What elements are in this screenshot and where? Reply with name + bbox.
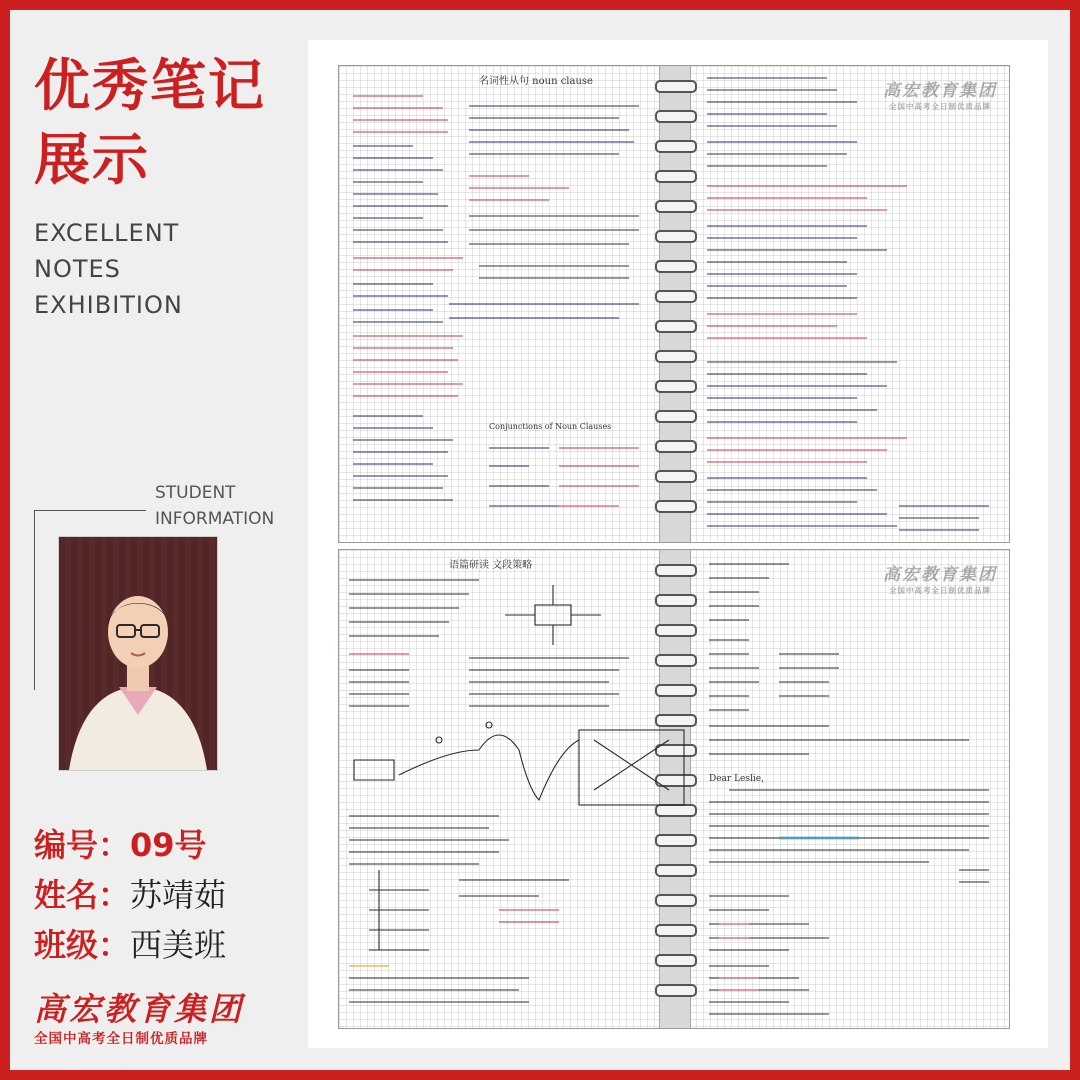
- handwriting-strokes: [339, 66, 1009, 542]
- subtitle-line-2: NOTES: [34, 255, 121, 283]
- student-portrait-image: [59, 537, 217, 770]
- notebook-spread-grammar: [338, 65, 1010, 543]
- student-photo: [58, 536, 218, 771]
- left-panel: [10, 10, 310, 1070]
- student-info-label: [155, 480, 274, 532]
- student-number-value: 09号: [130, 826, 207, 864]
- notes-subheading: Conjunctions of Noun Clauses: [489, 422, 612, 431]
- notes-heading: 语篇研读 文段策略: [449, 560, 533, 571]
- student-class-row: [34, 920, 226, 970]
- notebook-spread-reading: [338, 549, 1010, 1029]
- handwriting-strokes: [339, 550, 1009, 1028]
- bracket-horizontal-line: [34, 510, 146, 511]
- title-line-1: 优秀笔记: [34, 54, 266, 119]
- watermark-slogan: 全国中高考全日制优质品牌: [889, 586, 991, 595]
- brand-name: 高宏教育集团: [34, 990, 245, 1028]
- page-title: [34, 50, 266, 198]
- student-label-line-2: INFORMATION: [155, 509, 275, 529]
- student-class-value: 西美班: [130, 926, 227, 964]
- watermark-name: 高宏教育集团: [883, 565, 997, 585]
- notes-photo-panel: [308, 40, 1048, 1048]
- student-name-label: 姓名：: [34, 876, 131, 914]
- student-class-label: 班级：: [34, 926, 131, 964]
- student-name-value: 苏靖茹: [130, 876, 227, 914]
- brand-slogan: 全国中高考全日制优质品牌: [34, 1031, 208, 1047]
- student-info: [34, 820, 226, 970]
- student-label-line-1: STUDENT: [155, 483, 236, 503]
- letter-greeting: Dear Leslie,: [709, 774, 764, 784]
- poster: [10, 10, 1070, 1070]
- student-number-label: 编号：: [34, 826, 131, 864]
- student-number-row: [34, 820, 226, 870]
- watermark-slogan: 全国中高考全日制优质品牌: [889, 102, 991, 111]
- student-name-row: [34, 870, 226, 920]
- bracket-vertical-line: [34, 510, 35, 690]
- subtitle-line-1: EXCELLENT: [34, 219, 180, 247]
- brand-logo: [34, 990, 244, 1050]
- title-line-2: 展示: [34, 128, 150, 193]
- notes-heading: 名词性从句 noun clause: [479, 76, 593, 87]
- subtitle-line-3: EXHIBITION: [34, 291, 183, 319]
- english-subtitle: [34, 215, 183, 323]
- watermark-name: 高宏教育集团: [883, 81, 997, 101]
